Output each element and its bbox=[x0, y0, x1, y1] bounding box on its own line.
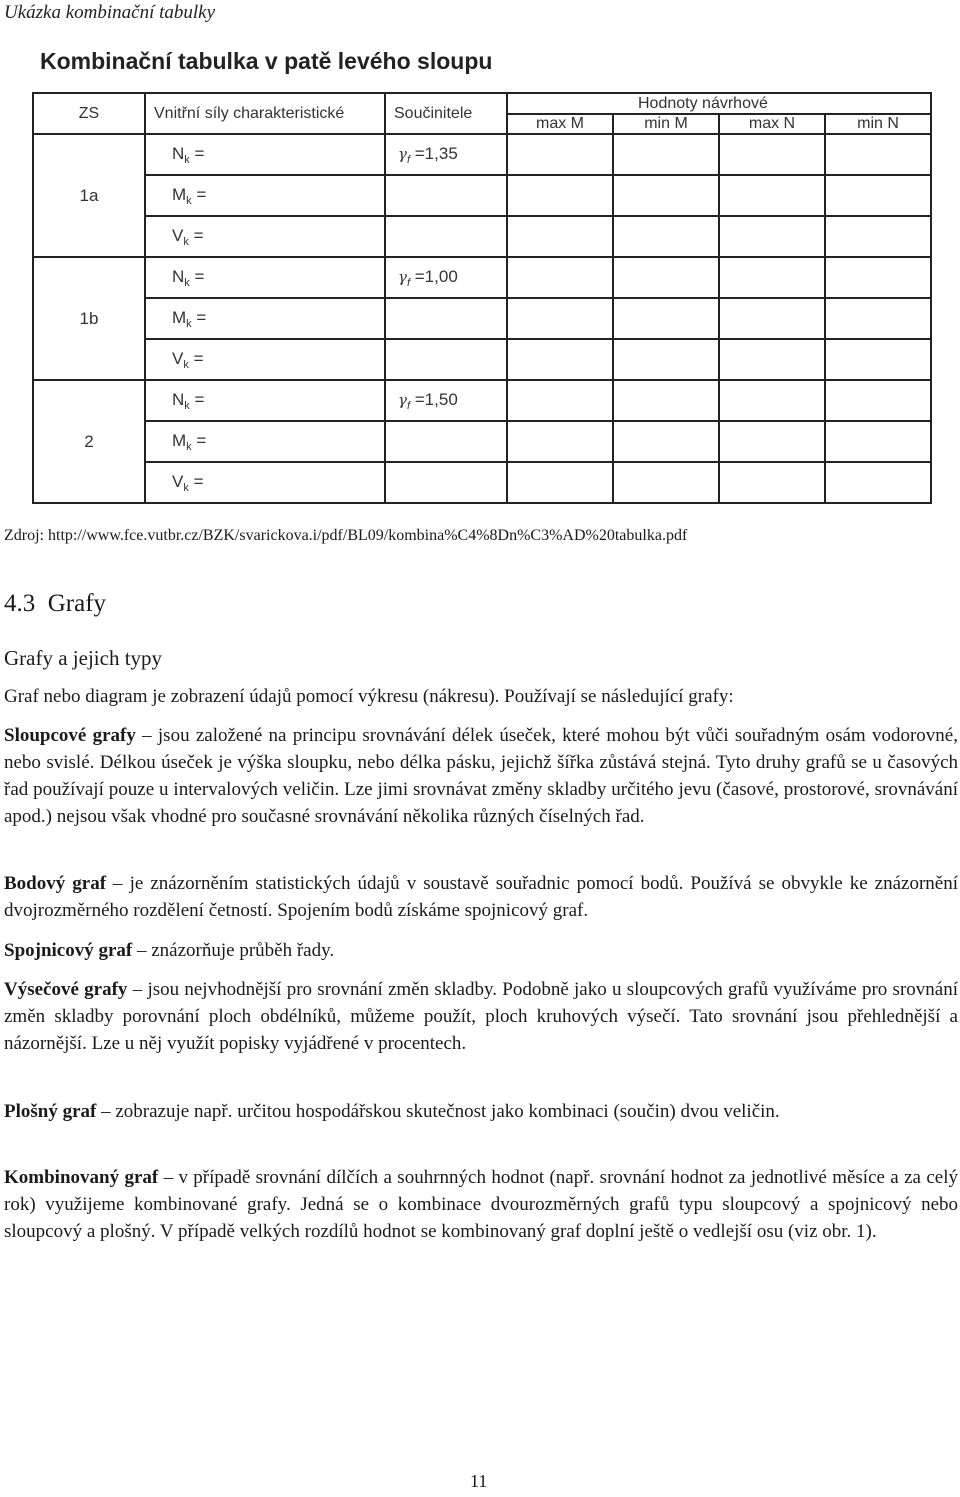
force-cell: $V_k$ = bbox=[145, 216, 385, 257]
force-cell: $V_k$ = bbox=[145, 462, 385, 503]
design-value-cell bbox=[719, 421, 825, 462]
figure-caption: Ukázka kombinační tabulky bbox=[4, 2, 216, 23]
design-value-cell bbox=[825, 421, 931, 462]
design-value-cell bbox=[719, 175, 825, 216]
coef-cell: $\gamma_f =1,00$ bbox=[385, 257, 507, 298]
paragraph-intro: Graf nebo diagram je zobrazení údajů pomocí výkresu (nákresu). Používají se následující grafy: bbox=[4, 686, 734, 707]
zs-cell: 1b bbox=[33, 257, 145, 380]
header-min-m: min M bbox=[613, 114, 719, 134]
design-value-cell bbox=[825, 462, 931, 503]
design-value-cell bbox=[825, 134, 931, 175]
header-design: Hodnoty návrhové bbox=[507, 93, 931, 114]
force-cell: $M_k$ = bbox=[145, 175, 385, 216]
table-row bbox=[33, 421, 931, 462]
paragraph-bodovy: Bodový graf – je znázorněním statistických údajů v soustavě souřadnic pomocí bodů. Používá se obvykle ke znázornění dvojrozměrného rozdělení četností. Spojením bodů získáme spojnicový graf. bbox=[4, 873, 958, 921]
table-row bbox=[33, 462, 931, 503]
design-value-cell bbox=[719, 216, 825, 257]
table-row bbox=[33, 257, 931, 298]
design-value-cell bbox=[719, 380, 825, 421]
design-value-cell bbox=[825, 298, 931, 339]
subsection-heading: Grafy a jejich typy bbox=[4, 646, 163, 670]
coef-cell bbox=[385, 175, 507, 216]
design-value-cell bbox=[825, 257, 931, 298]
design-value-cell bbox=[719, 462, 825, 503]
coef-cell bbox=[385, 298, 507, 339]
design-value-cell bbox=[825, 175, 931, 216]
coef-cell bbox=[385, 339, 507, 380]
design-value-cell bbox=[613, 134, 719, 175]
design-value-cell bbox=[507, 175, 613, 216]
paragraph-vysecove: Výsečové grafy – jsou nejvhodnější pro srovnání změn skladby. Podobně jako u sloupcových grafů využíváme pro srovnání změn skladby porovnání ploch obdélníků, můžeme použít, ploch kruhových výsečí. Tato srovnání jsou přehlednější a názornější. Lze u něj využít popisky vyjádřené v procentech. bbox=[4, 979, 958, 1054]
design-value-cell bbox=[507, 134, 613, 175]
header-zs: ZS bbox=[33, 93, 145, 134]
combination-table bbox=[32, 92, 932, 504]
force-cell: $M_k$ = bbox=[145, 298, 385, 339]
design-value-cell bbox=[507, 257, 613, 298]
page-number: 11 bbox=[470, 1471, 488, 1491]
section-heading bbox=[4, 590, 106, 618]
design-value-cell bbox=[613, 175, 719, 216]
header-min-n: min N bbox=[825, 114, 931, 134]
design-value-cell bbox=[507, 380, 613, 421]
coef-cell bbox=[385, 462, 507, 503]
table-row bbox=[33, 216, 931, 257]
design-value-cell bbox=[613, 216, 719, 257]
design-value-cell bbox=[613, 257, 719, 298]
design-value-cell bbox=[613, 339, 719, 380]
table-row bbox=[33, 298, 931, 339]
paragraph-plosny: Plošný graf – zobrazuje např. určitou hospodářskou skutečnost jako kombinaci (součin) dvou veličin. bbox=[4, 1101, 780, 1122]
header-forces: Vnitřní síly charakteristické bbox=[145, 93, 385, 134]
coef-cell: $\gamma_f =1,50$ bbox=[385, 380, 507, 421]
coef-cell: $\gamma_f =1,35$ bbox=[385, 134, 507, 175]
force-cell: $V_k$ = bbox=[145, 339, 385, 380]
design-value-cell bbox=[719, 134, 825, 175]
table-row bbox=[33, 175, 931, 216]
table-row bbox=[33, 339, 931, 380]
coef-cell bbox=[385, 216, 507, 257]
table-row bbox=[33, 380, 931, 421]
force-cell: $N_k$ = bbox=[145, 134, 385, 175]
design-value-cell bbox=[719, 298, 825, 339]
force-cell: $N_k$ = bbox=[145, 380, 385, 421]
force-cell: $M_k$ = bbox=[145, 421, 385, 462]
design-value-cell bbox=[825, 216, 931, 257]
design-value-cell bbox=[613, 298, 719, 339]
design-value-cell bbox=[613, 421, 719, 462]
header-max-n: max N bbox=[719, 114, 825, 134]
design-value-cell bbox=[507, 339, 613, 380]
coef-cell bbox=[385, 421, 507, 462]
paragraph-kombinovany: Kombinovaný graf – v případě srovnání dílčích a souhrnných hodnot (např. srovnání hodnot za jednotlivé měsíce a za celý rok) využijeme kombinované grafy. Jedná se o kombinace dvourozměrných grafů typu sloupcový a spojnicový nebo sloupcový a plošný. V případě velkých rozdílů hodnot se kombinovaný graf doplní ještě o vedlejší osu (viz obr. 1). bbox=[4, 1167, 958, 1242]
design-value-cell bbox=[719, 339, 825, 380]
design-value-cell bbox=[825, 339, 931, 380]
table-title: Kombinační tabulka v patě levého sloupu bbox=[40, 48, 493, 74]
source-note: Zdroj: http://www.fce.vutbr.cz/BZK/svarickova.i/pdf/BL09/kombina%C4%8Dn%C3%AD%20tabulka.pdf bbox=[4, 527, 688, 544]
header-max-m: max M bbox=[507, 114, 613, 134]
section-number: 4.3 bbox=[4, 590, 36, 617]
section-title: Grafy bbox=[47, 590, 107, 617]
force-cell: $N_k$ = bbox=[145, 257, 385, 298]
table-row bbox=[33, 134, 931, 175]
design-value-cell bbox=[507, 298, 613, 339]
design-value-cell bbox=[825, 380, 931, 421]
design-value-cell bbox=[719, 257, 825, 298]
zs-cell: 1a bbox=[33, 134, 145, 257]
design-value-cell bbox=[507, 421, 613, 462]
design-value-cell bbox=[613, 462, 719, 503]
paragraph-spojnicovy: Spojnicový graf – znázorňuje průběh řady. bbox=[4, 940, 335, 961]
design-value-cell bbox=[507, 462, 613, 503]
design-value-cell bbox=[613, 380, 719, 421]
zs-cell: 2 bbox=[33, 380, 145, 503]
design-value-cell bbox=[507, 216, 613, 257]
header-coef: Součinitele bbox=[385, 93, 507, 134]
paragraph-sloupcove: Sloupcové grafy – jsou založené na principu srovnávání délek úseček, které mohou být vůči souřadným osám vodorovné, nebo svislé. Délkou úseček je výška sloupku, nebo délka pásku, jejichž šířka zůstává stejná. Tyto druhy grafů se u časových řad používají pouze u intervalových veličin. Lze jimi srovnávat změny skladby určitého jevu (časové, prostorové, srovnávání apod.) nejsou však vhodné pro současné srovnávání několika různých číselných řad. bbox=[4, 725, 958, 827]
